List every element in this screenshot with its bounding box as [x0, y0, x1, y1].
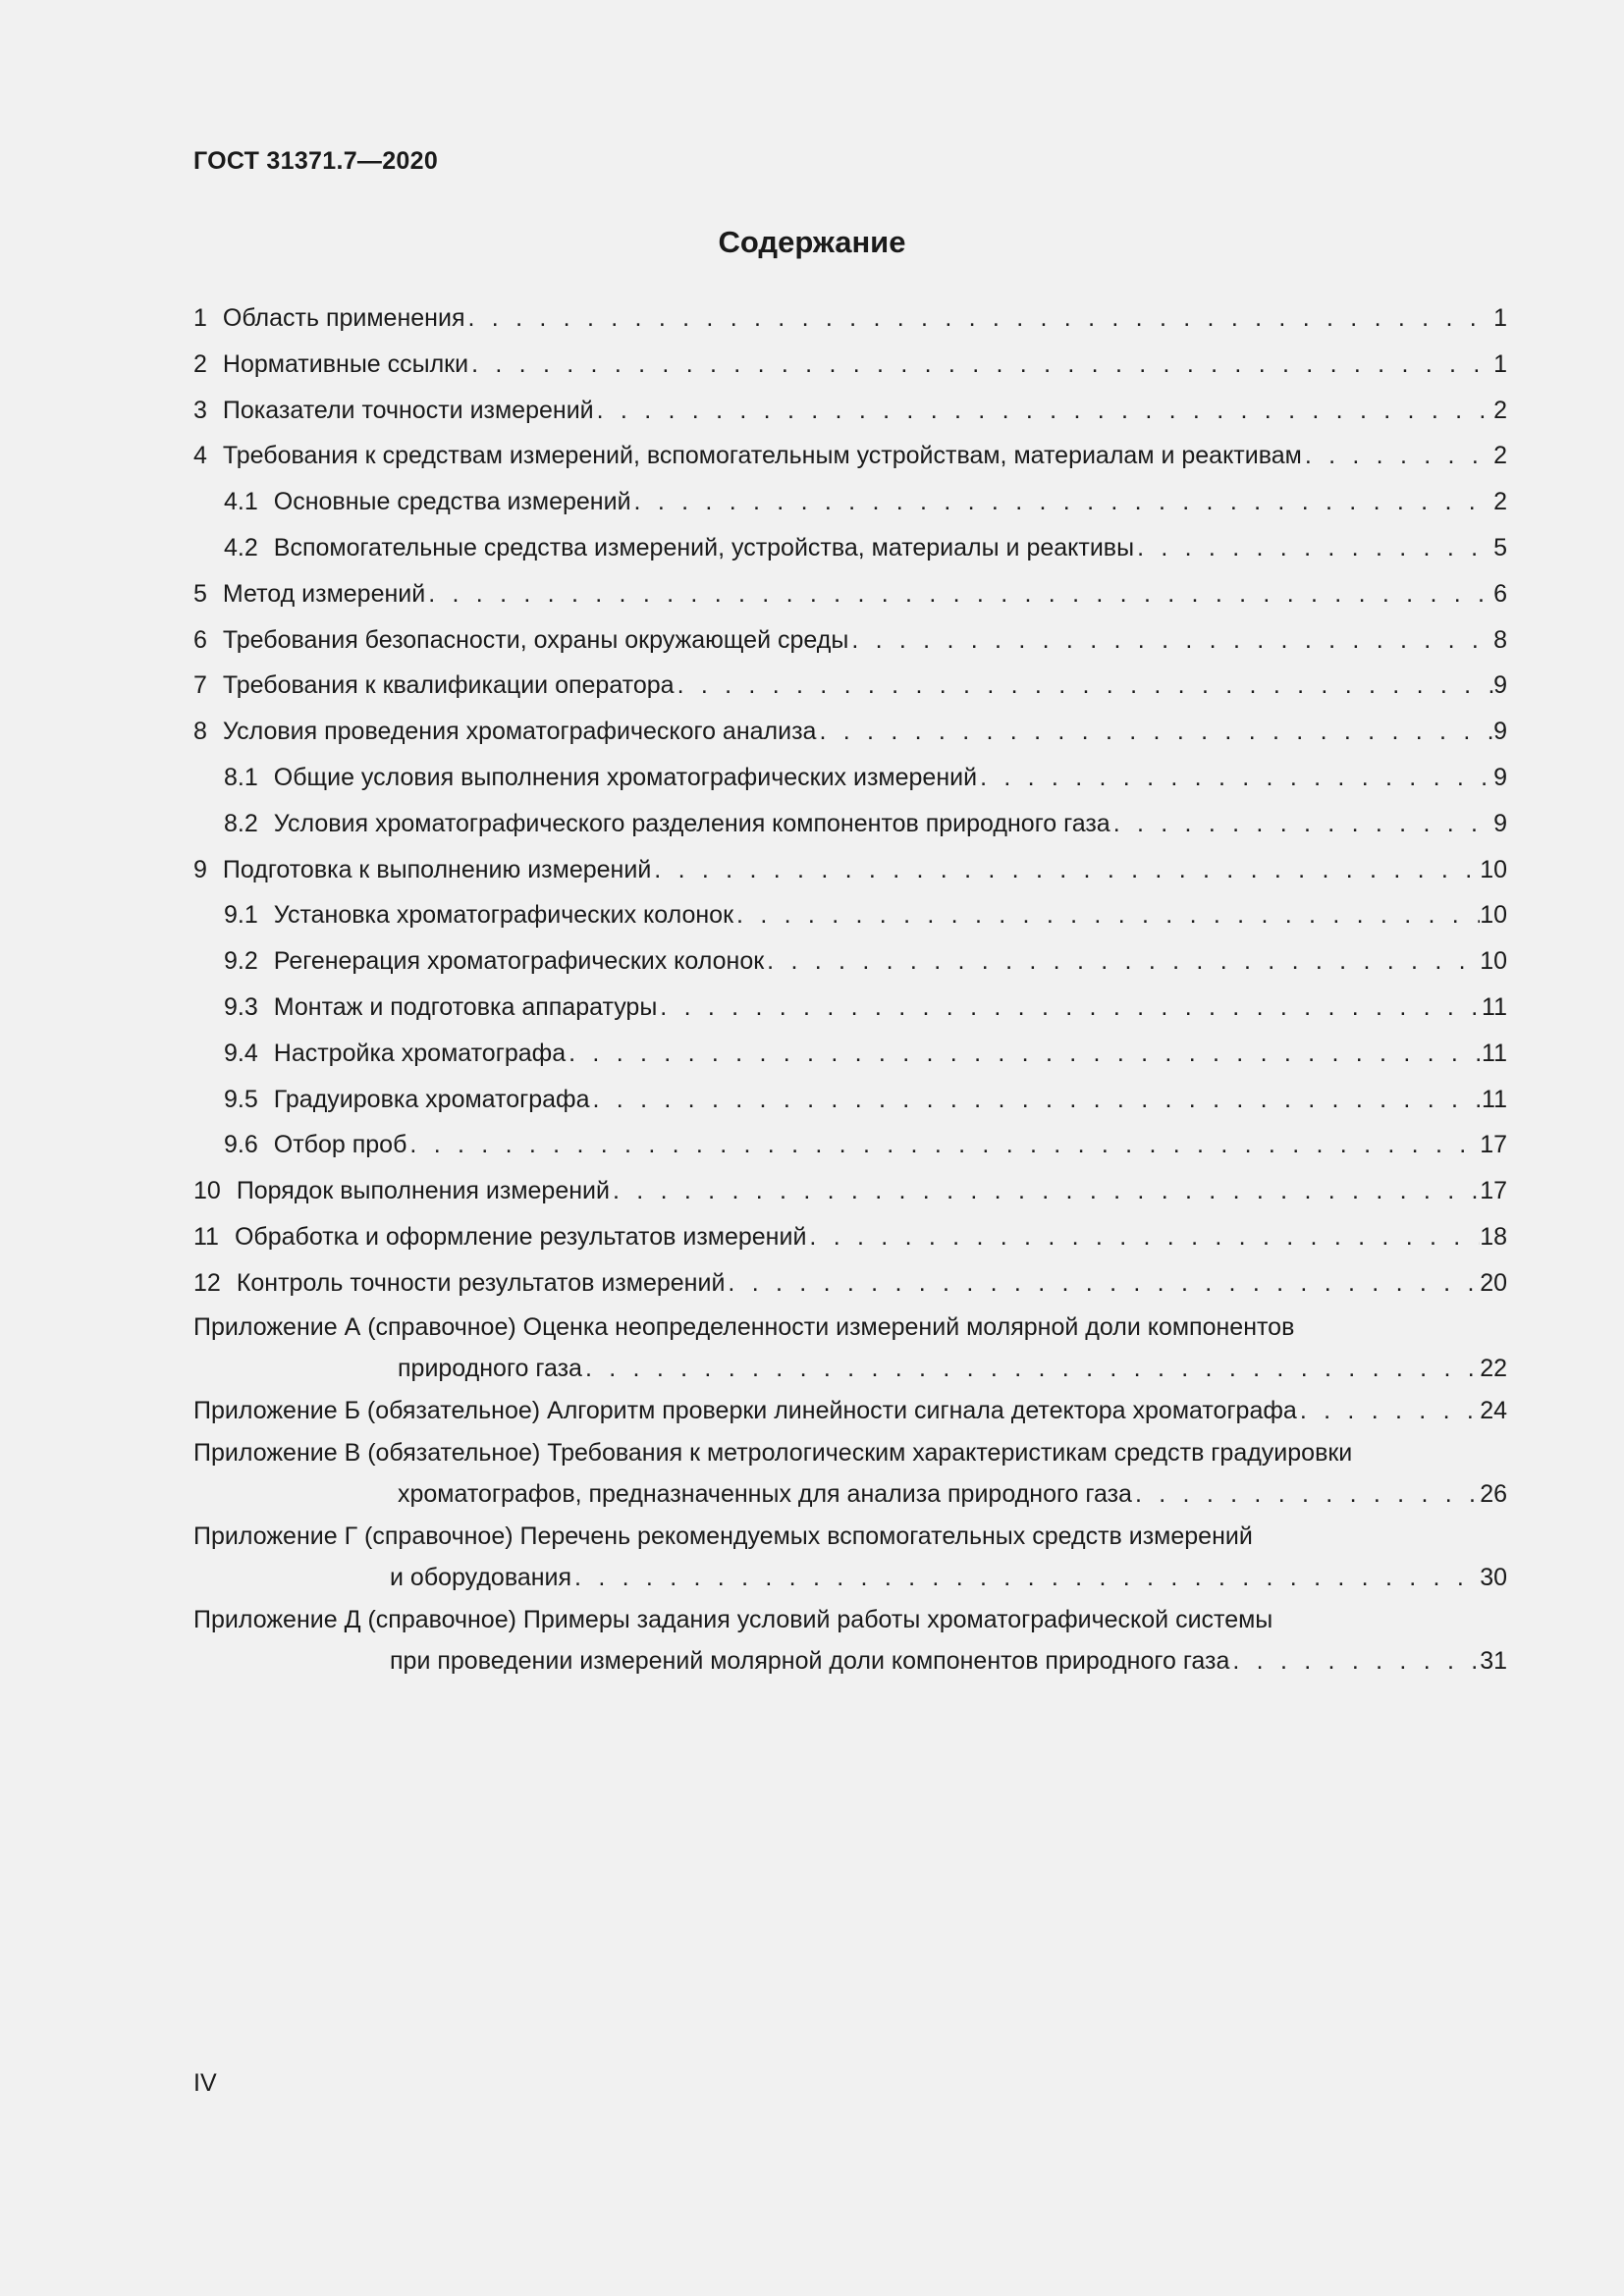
- toc-entry-title: Условия проведения хроматографического анализа: [222, 718, 817, 746]
- toc-entry-9-3[interactable]: [193, 985, 1507, 1031]
- toc-appendix-d[interactable]: [193, 1599, 1507, 1682]
- leader-dots: [1135, 1473, 1480, 1516]
- toc-entry-number: 9: [193, 855, 207, 883]
- toc-entry-number: 8.2: [224, 809, 258, 837]
- toc-entry-page: 10: [1480, 947, 1507, 976]
- toc-entry-7[interactable]: [193, 663, 1507, 709]
- document-header: ГОСТ 31371.7—2020: [193, 147, 439, 175]
- toc-entry-page: 9: [1493, 671, 1507, 700]
- toc-entry-number: 9.6: [224, 1131, 258, 1159]
- toc-entry-title: Условия хроматографического разделения компонентов природного газа: [273, 809, 1110, 837]
- toc-entry-number: 11: [193, 1222, 219, 1251]
- appendix-title: Приложение В (обязательное) Требования к метрологическим характеристикам средств градуировки: [193, 1438, 1353, 1467]
- toc-entry-title: Контроль точности результатов измерений: [236, 1268, 726, 1297]
- appendix-title-continued: и оборудования: [390, 1563, 572, 1591]
- toc-entry-9-6[interactable]: [193, 1122, 1507, 1168]
- toc-entry-6[interactable]: [193, 617, 1507, 664]
- leader-dots: [728, 1260, 1480, 1307]
- toc-entry-page: 5: [1493, 533, 1507, 561]
- toc-entry-number: 8.1: [224, 763, 258, 791]
- toc-entry-5[interactable]: [193, 571, 1507, 617]
- toc-entry-number: 8: [193, 718, 207, 746]
- leader-dots: [736, 892, 1480, 938]
- toc-entry-number: 9.4: [224, 1039, 258, 1067]
- toc-entry-11[interactable]: [193, 1214, 1507, 1260]
- toc-entry-title: Требования безопасности, охраны окружающей среды: [222, 625, 849, 654]
- toc-entry-number: 9.2: [224, 947, 258, 976]
- leader-dots: [593, 1077, 1483, 1123]
- appendix-title: Приложение Б (обязательное) Алгоритм проверки линейности сигнала детектора хроматографа: [193, 1396, 1297, 1424]
- toc-entry-4-2[interactable]: [193, 525, 1507, 571]
- toc-appendix-b[interactable]: [193, 1390, 1507, 1432]
- leader-dots: [654, 847, 1480, 893]
- toc-entry-9-1[interactable]: [193, 892, 1507, 938]
- leader-dots: [1232, 1640, 1480, 1682]
- toc-entry-number: 4.2: [224, 533, 258, 561]
- toc-entry-page: 11: [1482, 1085, 1507, 1113]
- leader-dots: [409, 1122, 1480, 1168]
- toc-entry-title: Область применения: [222, 304, 465, 332]
- leader-dots: [428, 571, 1493, 617]
- toc-entry-4[interactable]: [193, 433, 1507, 479]
- toc-entry-number: 3: [193, 396, 207, 424]
- toc-appendix-g[interactable]: [193, 1516, 1507, 1599]
- toc-entry-number: 6: [193, 625, 207, 654]
- toc-entry-page: 30: [1480, 1563, 1507, 1591]
- toc-entry-number: 10: [193, 1177, 221, 1205]
- toc-entry-number: 4: [193, 442, 207, 470]
- leader-dots: [1137, 525, 1493, 571]
- toc-entry-title: Подготовка к выполнению измерений: [222, 855, 652, 883]
- toc-entry-2[interactable]: [193, 342, 1507, 388]
- leader-dots: [471, 342, 1493, 388]
- leader-dots: [1300, 1390, 1480, 1432]
- toc-entry-number: 9.1: [224, 901, 258, 930]
- toc-entry-number: 5: [193, 579, 207, 608]
- toc-entry-page: 2: [1493, 488, 1507, 516]
- leader-dots: [574, 1557, 1480, 1599]
- toc-entry-title: Настройка хроматографа: [273, 1039, 567, 1067]
- toc-entry-title: Требования к средствам измерений, вспомогательным устройствам, материалам и реактивам: [222, 442, 1302, 470]
- leader-dots: [568, 1031, 1482, 1077]
- toc-entry-number: 2: [193, 349, 207, 378]
- toc-entry-title: Требования к квалификации оператора: [222, 671, 675, 700]
- leader-dots: [613, 1168, 1480, 1214]
- toc-entry-title: Основные средства измерений: [273, 488, 631, 516]
- toc-entry-9-4[interactable]: [193, 1031, 1507, 1077]
- leader-dots: [1113, 801, 1493, 847]
- toc-entry-page: 31: [1480, 1646, 1507, 1675]
- page-number: IV: [193, 2069, 217, 2097]
- toc-entry-title: Регенерация хроматографических колонок: [273, 947, 765, 976]
- toc-entry-page: 1: [1493, 349, 1507, 378]
- toc-entry-title: Градуировка хроматографа: [273, 1085, 590, 1113]
- toc-title: Содержание: [718, 225, 906, 259]
- toc-entry-page: 17: [1480, 1177, 1507, 1205]
- leader-dots: [585, 1348, 1480, 1390]
- toc-entry-page: 10: [1480, 855, 1507, 883]
- toc-entry-page: 18: [1480, 1222, 1507, 1251]
- toc-entry-8-1[interactable]: [193, 755, 1507, 801]
- appendix-title-continued: природного газа: [398, 1354, 582, 1382]
- toc-entry-page: 9: [1493, 718, 1507, 746]
- toc-entry-title: Обработка и оформление результатов измерений: [234, 1222, 807, 1251]
- toc-entry-page: 6: [1493, 579, 1507, 608]
- toc-entry-page: 9: [1493, 809, 1507, 837]
- appendix-title: Приложение А (справочное) Оценка неопределенности измерений молярной доли компонентов: [193, 1312, 1295, 1341]
- leader-dots: [1305, 433, 1493, 479]
- appendix-title-continued: хроматографов, предназначенных для анализа природного газа: [398, 1479, 1132, 1508]
- toc-entry-page: 11: [1482, 1039, 1507, 1067]
- toc-entry-title: Монтаж и подготовка аппаратуры: [273, 992, 658, 1021]
- toc-appendix-v[interactable]: [193, 1432, 1507, 1516]
- toc-entry-page: 24: [1480, 1396, 1507, 1424]
- toc-entry-3[interactable]: [193, 388, 1507, 434]
- toc-entry-page: 2: [1493, 442, 1507, 470]
- toc-entry-title: Метод измерений: [222, 579, 426, 608]
- leader-dots: [819, 709, 1493, 755]
- leader-dots: [980, 755, 1493, 801]
- toc-entry-8[interactable]: [193, 709, 1507, 755]
- toc-entry-number: 12: [193, 1268, 221, 1297]
- leader-dots: [851, 617, 1493, 664]
- toc-entry-page: 2: [1493, 396, 1507, 424]
- leader-dots: [467, 295, 1493, 342]
- toc-entry-9[interactable]: [193, 847, 1507, 893]
- appendix-title: Приложение Д (справочное) Примеры задания условий работы хроматографической системы: [193, 1605, 1273, 1633]
- toc-entry-title: Отбор проб: [273, 1131, 407, 1159]
- toc-appendix-a[interactable]: [193, 1307, 1507, 1390]
- toc-entry-page: 20: [1480, 1268, 1507, 1297]
- toc-entry-title: Показатели точности измерений: [222, 396, 594, 424]
- toc-entry-number: 4.1: [224, 488, 258, 516]
- toc-entry-title: Вспомогательные средства измерений, устройства, материалы и реактивы: [273, 533, 1135, 561]
- leader-dots: [809, 1214, 1480, 1260]
- appendix-title: Приложение Г (справочное) Перечень рекомендуемых вспомогательных средств измерений: [193, 1522, 1253, 1550]
- toc-entry-title: Порядок выполнения измерений: [236, 1177, 610, 1205]
- toc-entry-9-5[interactable]: [193, 1077, 1507, 1123]
- toc-entry-1[interactable]: [193, 295, 1507, 342]
- toc-entry-8-2[interactable]: [193, 801, 1507, 847]
- leader-dots: [767, 938, 1480, 985]
- toc-entry-page: 11: [1482, 992, 1507, 1021]
- toc-entry-title: Установка хроматографических колонок: [273, 901, 734, 930]
- toc-entry-page: 26: [1480, 1479, 1507, 1508]
- toc-entry-number: 9.3: [224, 992, 258, 1021]
- toc-entry-4-1[interactable]: [193, 479, 1507, 525]
- toc-entry-9-2[interactable]: [193, 938, 1507, 985]
- toc-entry-number: 7: [193, 671, 207, 700]
- toc-entry-page: 9: [1493, 763, 1507, 791]
- toc-entry-page: 8: [1493, 625, 1507, 654]
- toc-entry-title: Нормативные ссылки: [222, 349, 469, 378]
- toc-entry-12[interactable]: [193, 1260, 1507, 1307]
- toc-entry-number: 9.5: [224, 1085, 258, 1113]
- toc-entry-number: 1: [193, 304, 207, 332]
- toc-entry-title: Общие условия выполнения хроматографических измерений: [273, 763, 978, 791]
- toc-entry-page: 22: [1480, 1354, 1507, 1382]
- toc-entry-page: 1: [1493, 304, 1507, 332]
- toc-entry-10[interactable]: [193, 1168, 1507, 1214]
- leader-dots: [677, 663, 1494, 709]
- leader-dots: [660, 985, 1482, 1031]
- table-of-contents: [193, 295, 1507, 1682]
- toc-entry-page: 10: [1480, 901, 1507, 930]
- leader-dots: [597, 388, 1493, 434]
- appendix-title-continued: при проведении измерений молярной доли компонентов природного газа: [390, 1646, 1230, 1675]
- toc-entry-page: 17: [1480, 1131, 1507, 1159]
- leader-dots: [634, 479, 1494, 525]
